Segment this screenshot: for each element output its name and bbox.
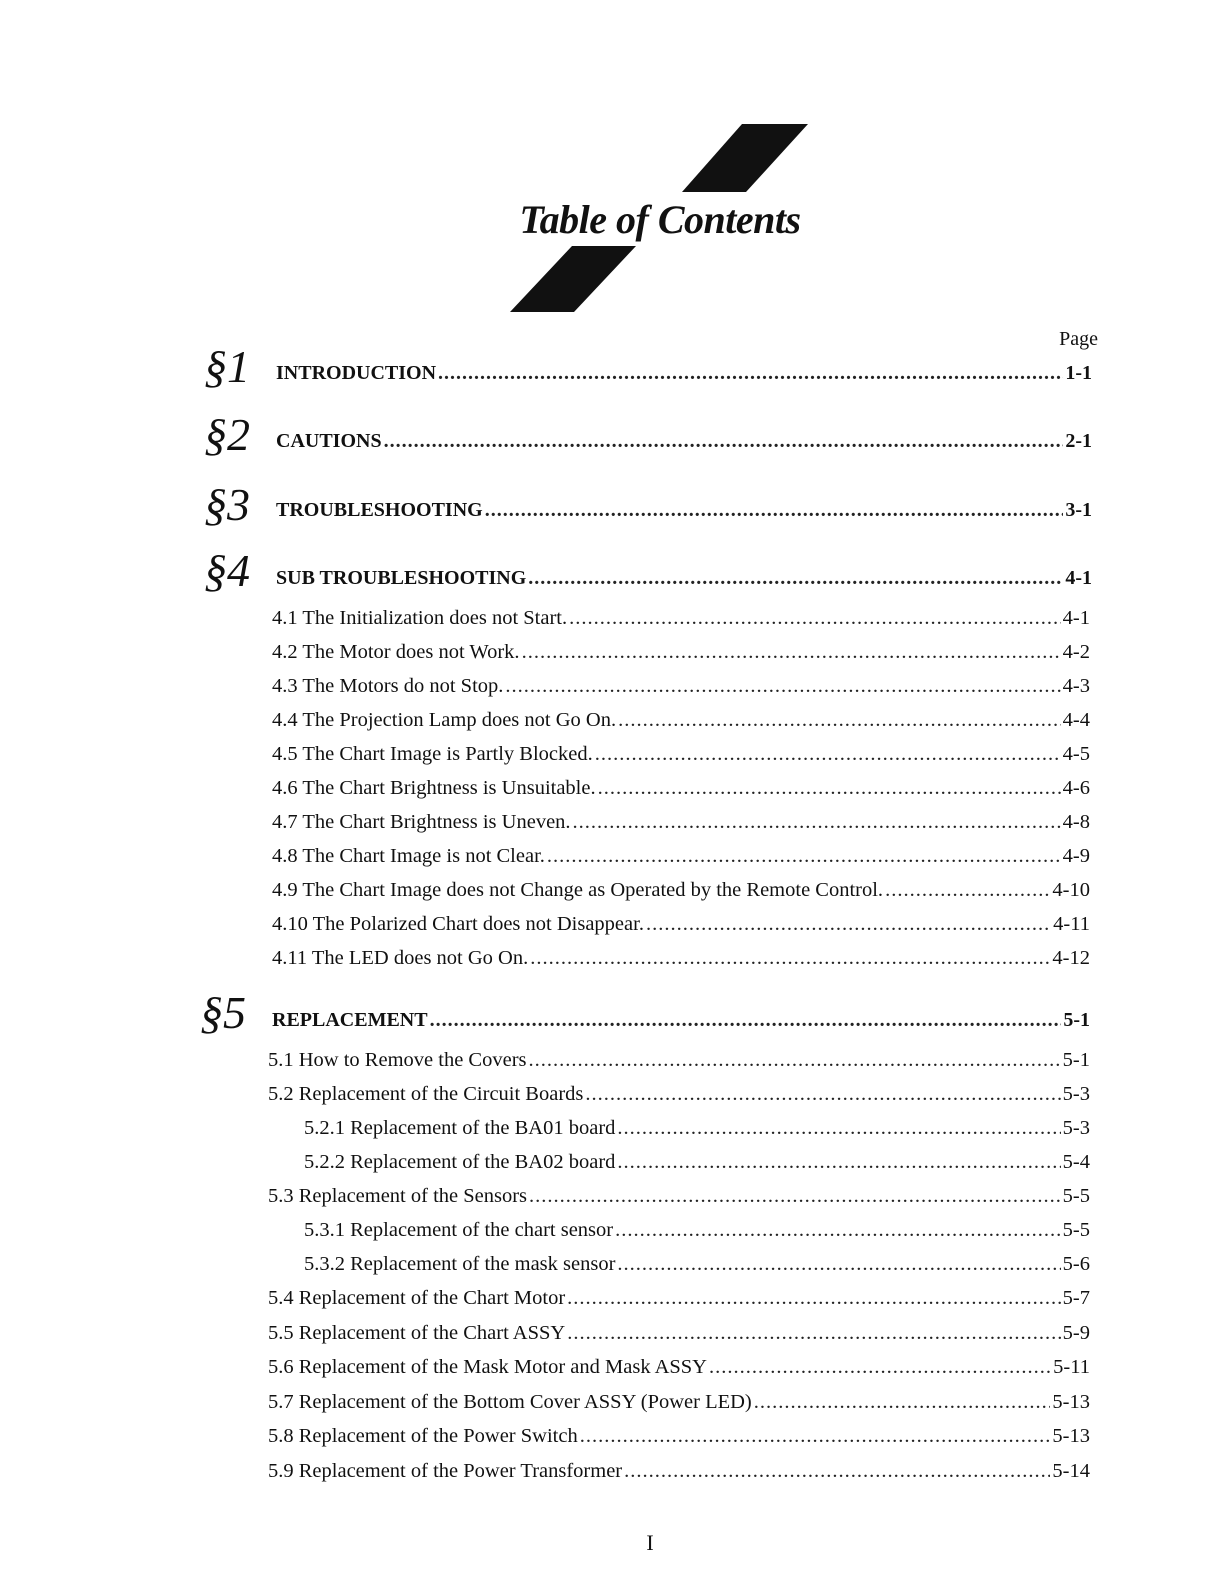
toc-entry-label: 5.1 How to Remove the Covers: [268, 1049, 527, 1071]
toc-entry-page: 4-10: [1052, 879, 1090, 901]
leader-dots: [384, 426, 1064, 456]
toc-entry-label: 5.3.2 Replacement of the mask sensor: [304, 1253, 616, 1275]
toc-entry-page: 1-1: [1065, 362, 1092, 384]
toc-entry-label: 5.4 Replacement of the Chart Motor: [268, 1287, 566, 1309]
leader-dots: [529, 1181, 1061, 1211]
toc-subentry[interactable]: [272, 807, 1090, 837]
toc-entry-page: 2-1: [1065, 430, 1092, 452]
toc-entry-page: 4-3: [1062, 675, 1090, 697]
toc-entry-page: 5-1: [1063, 1009, 1090, 1031]
leader-dots: [598, 773, 1061, 803]
toc-entry-page: 5-13: [1052, 1425, 1090, 1447]
toc-entry-label: 5.9 Replacement of the Power Transformer: [268, 1460, 623, 1482]
leader-dots: [547, 841, 1061, 871]
page-title: Table of Contents: [519, 197, 801, 242]
toc-entry-label: 5.3 Replacement of the Sensors: [268, 1185, 528, 1207]
toc-subsubentry[interactable]: [304, 1249, 1090, 1279]
toc-entry-label: 5.5 Replacement of the Chart ASSY: [268, 1322, 566, 1344]
section-marker-4: §4: [204, 545, 250, 596]
leader-dots: [618, 705, 1061, 735]
toc-entry-page: 4-12: [1052, 947, 1090, 969]
leader-dots: [569, 603, 1061, 633]
toc-entry-label: REPLACEMENT: [272, 1009, 428, 1031]
toc-entry-label: 5.3.1 Replacement of the chart sensor: [304, 1219, 614, 1241]
toc-entry-page: 4-1: [1062, 607, 1090, 629]
toc-subentry[interactable]: [272, 773, 1090, 803]
toc-subsubentry[interactable]: [304, 1113, 1090, 1143]
toc-entry-page: 5-6: [1062, 1253, 1090, 1275]
toc-entry-page: 5-4: [1062, 1151, 1090, 1173]
toc-subentry[interactable]: [268, 1387, 1090, 1417]
leader-dots: [505, 671, 1060, 701]
toc-entry-page: 4-1: [1065, 567, 1092, 589]
toc-entry-label: 5.2 Replacement of the Circuit Boards: [268, 1083, 584, 1105]
leader-dots: [754, 1387, 1051, 1417]
toc-entry-replacement[interactable]: [272, 1005, 1090, 1035]
toc-entry-page: 4-8: [1062, 811, 1090, 833]
section-marker-3: §3: [204, 479, 250, 530]
toc-entry-page: 3-1: [1065, 499, 1092, 521]
toc-entry-page: 4-9: [1062, 845, 1090, 867]
toc-entry-label: 4.8 The Chart Image is not Clear.: [272, 845, 545, 867]
toc-subentry[interactable]: [268, 1352, 1090, 1382]
toc-entry-troubleshooting[interactable]: [276, 495, 1092, 525]
toc-subentry[interactable]: [268, 1283, 1090, 1313]
toc-subentry[interactable]: [272, 671, 1090, 701]
leader-dots: [617, 1249, 1060, 1279]
toc-entry-page: 5-5: [1062, 1185, 1090, 1207]
toc-entry-label: 4.6 The Chart Brightness is Unsuitable.: [272, 777, 596, 799]
leader-dots: [617, 1113, 1060, 1143]
toc-entry-page: 4-11: [1053, 913, 1090, 935]
toc-subentry[interactable]: [272, 739, 1090, 769]
leader-dots: [580, 1421, 1051, 1451]
leader-dots: [438, 358, 1063, 388]
toc-entry-label: 4.10 The Polarized Chart does not Disappear.: [272, 913, 644, 935]
toc-entry-label: 4.11 The LED does not Go On.: [272, 947, 529, 969]
toc-subentry[interactable]: [272, 603, 1090, 633]
toc-entry-page: 5-1: [1062, 1049, 1090, 1071]
leader-dots: [567, 1318, 1060, 1348]
toc-entry-page: 5-7: [1062, 1287, 1090, 1309]
leader-dots: [585, 1079, 1060, 1109]
toc-entry-label: 5.2.1 Replacement of the BA01 board: [304, 1117, 616, 1139]
toc-entry-label: 4.3 The Motors do not Stop.: [272, 675, 504, 697]
toc-entry-cautions[interactable]: [276, 426, 1092, 456]
section-marker-5: §5: [200, 987, 246, 1038]
leader-dots: [567, 1283, 1061, 1313]
toc-entry-label: 4.4 The Projection Lamp does not Go On.: [272, 709, 617, 731]
leader-dots: [624, 1456, 1050, 1486]
leader-dots: [885, 875, 1050, 905]
toc-entry-introduction[interactable]: [276, 358, 1092, 388]
toc-entry-page: 5-3: [1062, 1083, 1090, 1105]
page-folio: I: [646, 1530, 654, 1555]
toc-entry-page: 4-4: [1062, 709, 1090, 731]
toc-entry-label: INTRODUCTION: [276, 362, 437, 384]
toc-entry-label: 5.6 Replacement of the Mask Motor and Mask ASSY: [268, 1356, 707, 1378]
toc-entry-label: SUB TROUBLESHOOTING: [276, 567, 527, 589]
toc-subentry[interactable]: [272, 909, 1090, 939]
toc-entry-label: 4.9 The Chart Image does not Change as Operated by the Remote Control.: [272, 879, 884, 901]
toc-subentry[interactable]: [268, 1045, 1090, 1075]
toc-subentry[interactable]: [268, 1456, 1090, 1486]
toc-entry-page: 4-2: [1062, 641, 1090, 663]
title-decoration-top: [680, 122, 810, 194]
toc-subentry[interactable]: [272, 705, 1090, 735]
leader-dots: [709, 1352, 1051, 1382]
toc-subentry[interactable]: [268, 1318, 1090, 1348]
toc-subsubentry[interactable]: [304, 1215, 1090, 1245]
leader-dots: [573, 807, 1061, 837]
leader-dots: [528, 563, 1063, 593]
title-decoration-bottom: [508, 244, 638, 314]
toc-entry-sub-troubleshooting[interactable]: [276, 563, 1092, 593]
toc-entry-page: 5-3: [1062, 1117, 1090, 1139]
toc-subentry[interactable]: [268, 1079, 1090, 1109]
toc-entry-label: TROUBLESHOOTING: [276, 499, 483, 521]
toc-subsubentry[interactable]: [304, 1147, 1090, 1177]
toc-entry-page: 5-13: [1052, 1391, 1090, 1413]
toc-subentry[interactable]: [272, 637, 1090, 667]
toc-entry-label: 4.2 The Motor does not Work.: [272, 641, 520, 663]
section-marker-2: §2: [204, 409, 250, 460]
leader-dots: [530, 943, 1050, 973]
toc-entry-page: 5-9: [1062, 1322, 1090, 1344]
toc-entry-label: 4.7 The Chart Brightness is Uneven.: [272, 811, 571, 833]
toc-subentry[interactable]: [272, 875, 1090, 905]
toc-entry-label: 5.7 Replacement of the Bottom Cover ASSY (Power LED): [268, 1391, 752, 1413]
leader-dots: [430, 1005, 1062, 1035]
toc-entry-page: 4-6: [1062, 777, 1090, 799]
page-column-label: Page: [1059, 328, 1098, 350]
toc-entry-label: 4.1 The Initialization does not Start.: [272, 607, 568, 629]
toc-subentry[interactable]: [272, 841, 1090, 871]
leader-dots: [485, 495, 1064, 525]
leader-dots: [646, 909, 1051, 939]
toc-subentry[interactable]: [268, 1421, 1090, 1451]
leader-dots: [522, 637, 1061, 667]
toc-entry-page: 5-14: [1052, 1460, 1090, 1482]
toc-entry-page: 5-5: [1062, 1219, 1090, 1241]
toc-entry-label: 5.2.2 Replacement of the BA02 board: [304, 1151, 616, 1173]
leader-dots: [529, 1045, 1061, 1075]
leader-dots: [615, 1215, 1061, 1245]
leader-dots: [617, 1147, 1060, 1177]
toc-subentry[interactable]: [268, 1181, 1090, 1211]
section-marker-1: §1: [204, 341, 250, 392]
leader-dots: [595, 739, 1061, 769]
toc-entry-label: CAUTIONS: [276, 430, 382, 452]
toc-entry-label: 4.5 The Chart Image is Partly Blocked.: [272, 743, 593, 765]
toc-subentry[interactable]: [272, 943, 1090, 973]
toc-entry-label: 5.8 Replacement of the Power Switch: [268, 1425, 578, 1447]
toc-entry-page: 5-11: [1053, 1356, 1090, 1378]
toc-entry-page: 4-5: [1062, 743, 1090, 765]
